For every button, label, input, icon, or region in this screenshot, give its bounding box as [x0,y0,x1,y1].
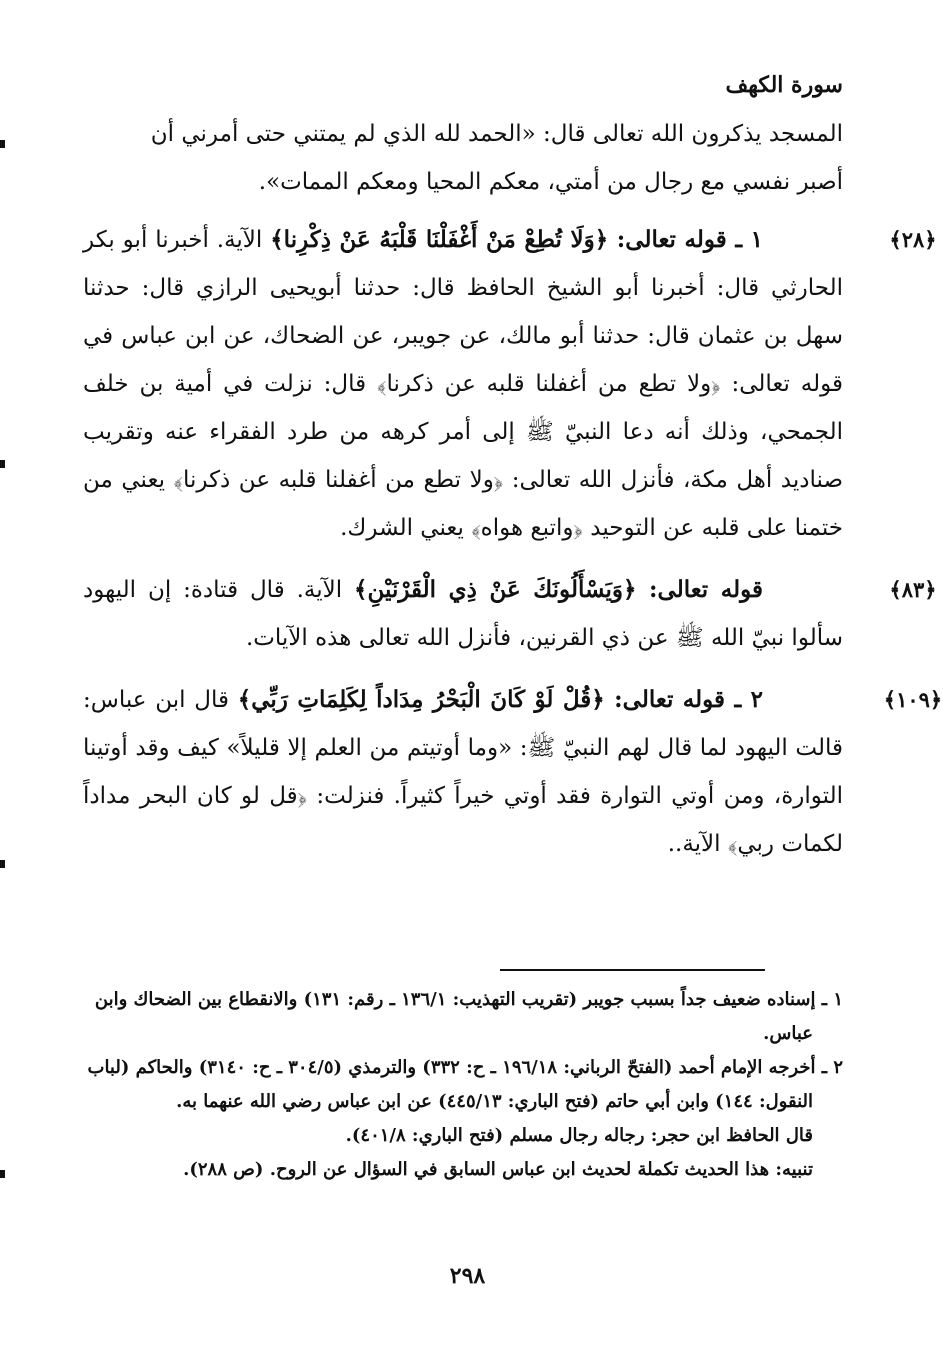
entry-lead: ١ ـ قوله تعالى: ﴿وَلَا تُطِعْ مَنْ أَغْفَلْنَا قَلْبَهُ عَنْ ذِكْرِنا﴾ [270,226,763,253]
entry-text: الآية. أخبرنا أبو بكر الحارثي قال: أخبرنا أبو الشيخ الحافظ قال: حدثنا أبويحيى الرازي قال: حدثنا سهل بن عثمان قال: حدثنا أبو مالك، عن جويبر، عن الضحاك، عن ابن عباس في قوله تعالى: ﴿ولا تطع من أغفلنا قلبه عن ذكرنا﴾ قال: نزلت في أمية بن خلف الجمحي، وذلك أنه دعا النبيّ ﷺ إلى أمر كرهه من طرد الفقراء عنه وتقريب صناديد أهل مكة، فأنزل الله تعالى: ﴿ولا تطع من أغفلنا قلبه عن ذكرنا﴾ يعني من ختمنا على قلبه عن التوحيد ﴿واتبع هواه﴾ يعني الشرك. [83,227,843,541]
entry-paragraph [83,216,843,552]
footnote-1: ١ ـ إسناده ضعيف جداً بسبب جويبر (تقريب التهذيب: ١٣٦/١ ـ رقم: ١٣١) والانقطاع بين الضحاك وابن عباس. [94,989,843,1044]
footnote-2-note: قال الحافظ ابن حجر: رجاله رجال مسلم (فتح الباري: ٤٠١/٨). [345,1125,813,1146]
footnote-2-warning: تنبيه: هذا الحديث تكملة لحديث ابن عباس السابق في السؤال عن الروح. (ص ٢٨٨). [183,1159,813,1180]
entry-paragraph [83,566,843,662]
verse-marker: ﴿١٠٩﴾ [883,687,943,712]
surah-title: سورة الكهف [725,72,843,98]
footnotes [83,983,843,1187]
continuation-line-2: أصبر نفسي مع رجال من أمتي، معكم المحيا ومعكم الممات». [258,169,843,195]
entry-text: قال ابن عباس: قالت اليهود لما قال لهم النبيّ ﷺ: «وما أوتيتم من العلم إلا قليلاً» كيف وقد أوتينا التوارة، ومن أوتي التوارة فقد أوتي خيراً كثيراً. فنزلت: ﴿قل لو كان البحر مداداً لكمات ربي﴾ الآية.. [83,687,843,857]
entry-verse-109 [83,676,943,868]
footnote-2: ٢ ـ أخرجه الإمام أحمد (الفتحّ الرباني: ١٩٦/١٨ ـ ح: ٣٣٢) والترمذي (٣٠٤/٥ ـ ح: ٣١٤٠) والحاكم (لباب النقول: ١٤٤) وابن أبي حاتم (فتح الباري: ٤٤٥/١٣) عن ابن عباس رضي الله عنهما به. [87,1057,843,1112]
scan-mark [0,860,5,868]
verse-marker: ﴿٨٣﴾ [889,577,937,602]
entry-text: الآية. قال قتادة: إن اليهود سألوا نبيّ الله ﷺ عن ذي القرنين، فأنزل الله تعالى هذه الآيات. [83,577,843,651]
entry-lead: ٢ ـ قوله تعالى: ﴿قُلْ لَوْ كَانَ الْبَحْرُ مِدَاداً لِكَلِمَاتِ رَبِّي﴾ [237,686,763,713]
main-text [83,110,943,868]
verse-marker: ﴿٢٨﴾ [889,227,937,252]
continuation-line-1: المسجد يذكرون الله تعالى قال: «الحمد لله الذي لم يمتني حتى أمرني أن [150,121,843,147]
page-number: ٢٩٨ [449,1263,486,1289]
entry-verse-83 [83,566,937,662]
entry-lead: قوله تعالى: ﴿وَيَسْأَلُونَكَ عَنْ ذِي الْقَرْنَيْنِ﴾ [354,576,764,603]
footnote-divider [500,969,765,971]
scan-mark [0,460,5,468]
scan-mark [0,1170,5,1178]
scan-mark [0,140,5,148]
entry-paragraph [83,676,843,868]
entry-verse-28 [83,216,937,552]
